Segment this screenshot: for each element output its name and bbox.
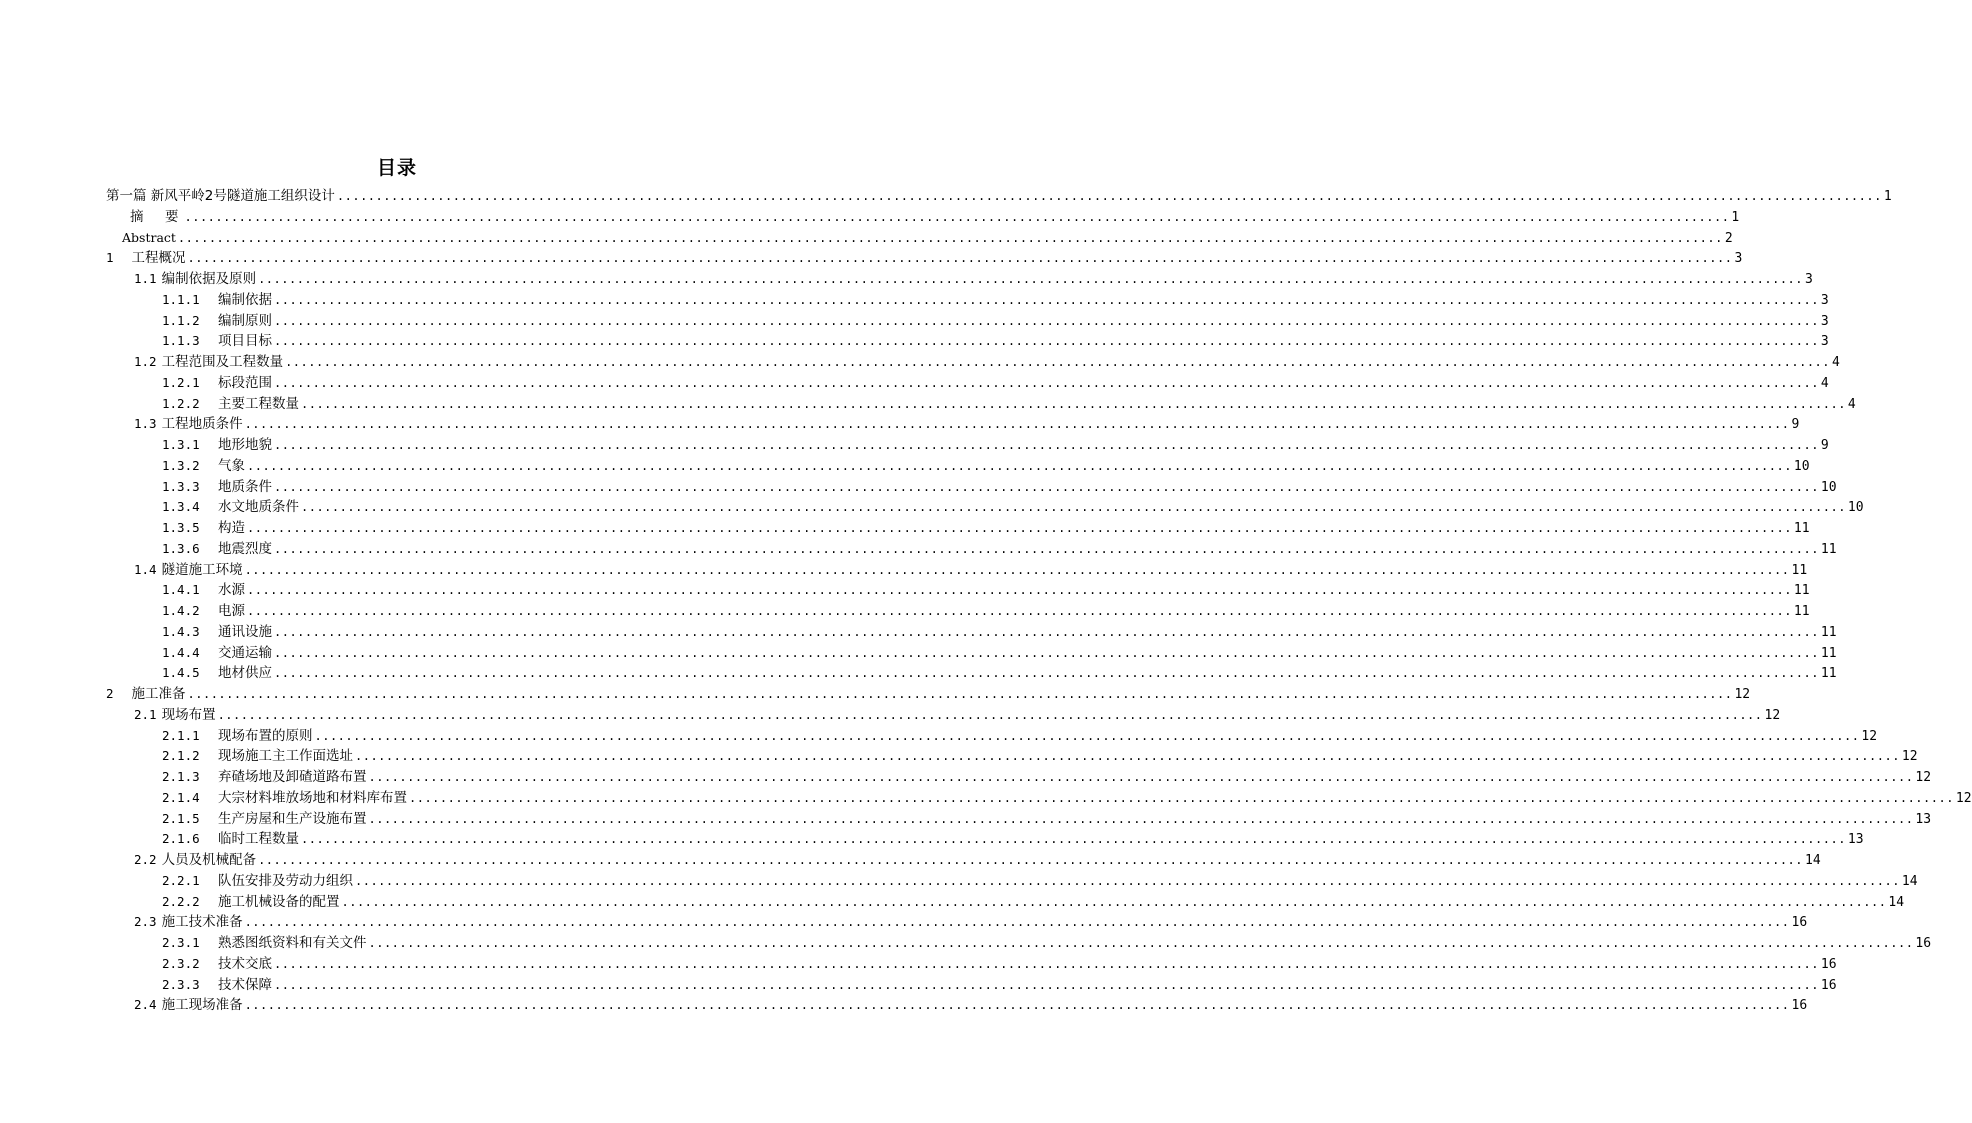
toc-entry-page: 11 — [1820, 541, 1837, 557]
toc-entry-page: 16 — [1791, 998, 1808, 1014]
toc-entry-label — [162, 331, 272, 351]
toc-entry-label — [162, 580, 245, 600]
toc-entry-text: 第一篇 新风平岭2号隧道施工组织设计 — [106, 188, 335, 204]
toc-entry-number: 1.3.1 — [162, 437, 200, 452]
toc-entry-text: 现场施工主工作面选址 — [218, 748, 353, 765]
toc-entry-label — [106, 186, 335, 206]
toc-entry-number: 1.2.1 — [162, 374, 200, 390]
toc-entry-page: 13 — [1847, 832, 1864, 848]
toc-entry-text: 大宗材料堆放场地和材料库布置 — [218, 789, 407, 806]
toc-entry-page: 10 — [1793, 458, 1810, 474]
toc-entry-text: 生产房屋和生产设施布置 — [218, 810, 367, 827]
dot-leader: ........................................................................................................................................................................................................ — [274, 541, 1819, 556]
dot-leader: ........................................................................................................................................................................................................ — [368, 770, 1914, 784]
toc-entry[interactable] — [134, 560, 1808, 580]
toc-entry-text: 施工技术准备 — [161, 914, 243, 931]
toc-entry-label — [134, 850, 256, 870]
toc-entry[interactable] — [162, 456, 1810, 476]
toc-entry-text: 地材供应 — [218, 665, 272, 682]
toc-entry-number: 2.2.2 — [162, 893, 200, 909]
toc-entry-page: 11 — [1791, 562, 1808, 578]
toc-entry-number: 1.1.3 — [162, 333, 200, 349]
toc-entry-number: 1.3 — [134, 416, 157, 432]
toc-entry[interactable] — [122, 228, 1733, 248]
toc-entry-label — [162, 394, 299, 414]
toc-entry-text: 现场布置的原则 — [218, 727, 313, 744]
toc-entry[interactable] — [162, 331, 1829, 351]
toc-entry-page: 11 — [1793, 583, 1810, 599]
toc-entry-number: 1.3.5 — [162, 520, 200, 535]
toc-entry-label — [162, 518, 245, 538]
dot-leader: ........................................................................................................................................................................................................ — [274, 375, 1819, 390]
toc-entry-number: 2.3 — [134, 914, 157, 930]
toc-entry-number: 1.1 — [134, 271, 157, 286]
toc-entry-page: 1 — [1731, 209, 1740, 225]
toc-entry[interactable] — [134, 414, 1800, 434]
toc-entry[interactable] — [162, 809, 1932, 829]
toc-entry-page: 14 — [1901, 873, 1918, 889]
toc-entry[interactable] — [134, 995, 1808, 1015]
toc-entry-text: 临时工程数量 — [218, 831, 299, 848]
toc-entry-page: 11 — [1793, 604, 1810, 619]
toc-entry-page: 11 — [1793, 521, 1810, 536]
toc-entry-page: 11 — [1820, 645, 1837, 661]
toc-entry-label — [162, 373, 272, 393]
toc-entry-label — [106, 684, 186, 704]
toc-entry-text: 电源 — [218, 603, 245, 619]
toc-entry-page: 3 — [1820, 334, 1829, 350]
dot-leader: ........................................................................................................................................................................................................ — [301, 500, 1846, 515]
toc-entry[interactable] — [162, 829, 1864, 849]
dot-leader: ........................................................................................................................................................................................................ — [247, 458, 1792, 473]
toc-entry-number: 2.1.6 — [162, 831, 200, 847]
toc-entry-number: 1.4 — [134, 561, 157, 577]
toc-entry-page: 16 — [1820, 977, 1837, 993]
toc-entry-text: 交通运输 — [218, 644, 272, 661]
toc-entry-page: 10 — [1820, 479, 1837, 495]
toc-entry-page: 9 — [1791, 417, 1800, 433]
toc-entry[interactable] — [162, 767, 1932, 787]
toc-entry-page: 12 — [1861, 728, 1878, 744]
dot-leader: ........................................................................................................................................................................................................ — [274, 313, 1819, 328]
toc-entry-text: 主要工程数量 — [218, 395, 299, 412]
dot-leader: ........................................................................................................................................................................................................ — [244, 562, 1790, 577]
toc-entry-label — [162, 622, 272, 642]
toc-entry-page: 2 — [1724, 230, 1733, 246]
toc-entry-text: 施工机械设备的配置 — [218, 893, 340, 910]
toc-entry-page: 16 — [1820, 956, 1837, 972]
toc-entry-label — [162, 311, 272, 331]
dot-leader: ........................................................................................................................................................................................................ — [274, 956, 1819, 971]
toc-entry-label — [134, 352, 283, 372]
dot-leader: ........................................................................................................................................................................................................ — [368, 811, 1914, 826]
toc-entry[interactable] — [162, 580, 1810, 600]
toc-entry-page: 12 — [1915, 770, 1932, 785]
dot-leader: ........................................................................................................................................................................................................ — [177, 230, 1723, 245]
toc-entry-page: 12 — [1901, 749, 1918, 765]
toc-entry-number: 1.3.6 — [162, 540, 200, 556]
toc-entry-page: 14 — [1805, 853, 1821, 868]
toc-entry-label — [134, 414, 243, 434]
dot-leader: ........................................................................................................................................................................................................ — [247, 583, 1792, 598]
toc-entry-text: 施工准备 — [131, 686, 186, 702]
toc-entry-text: 编制原则 — [218, 312, 272, 329]
toc-entry[interactable] — [162, 601, 1810, 621]
toc-entry-page: 4 — [1820, 375, 1829, 391]
toc-entry[interactable] — [162, 394, 1856, 414]
toc-entry-page: 11 — [1820, 666, 1837, 682]
toc-entry-label — [134, 269, 256, 289]
toc-entry-page: 12 — [1955, 790, 1972, 806]
toc-entry-text: 技术保障 — [218, 976, 272, 993]
dot-leader: ........................................................................................................................................................................................................ — [355, 873, 1900, 888]
toc-entry[interactable] — [162, 435, 1829, 455]
toc-entry-text: 熟悉图纸资料和有关文件 — [218, 935, 367, 951]
toc-entry-number: 2.3.3 — [162, 976, 200, 992]
dot-leader: ........................................................................................................................................................................................................ — [258, 853, 1803, 867]
dot-leader: ........................................................................................................................................................................................................ — [244, 998, 1790, 1013]
toc-entry-number: 2.3.1 — [162, 935, 200, 950]
dot-leader: ........................................................................................................................................................................................................ — [274, 334, 1819, 349]
toc-entry-text: 队伍安排及劳动力组织 — [218, 872, 353, 889]
toc-entry-text: 工程范围及工程数量 — [161, 354, 284, 370]
toc-entry-text: 标段范围 — [218, 374, 272, 391]
toc-entry-text: 人员及机械配备 — [161, 852, 257, 868]
toc-entry-label — [130, 207, 183, 227]
toc-entry-text: Abstract — [122, 229, 176, 245]
toc-entry-text: 摘 要 — [130, 208, 183, 225]
toc-entry-label — [162, 975, 272, 995]
dot-leader: ........................................................................................................................................................................................................ — [274, 645, 1819, 660]
toc-entry-label — [162, 643, 272, 663]
toc-entry-number: 1.4.2 — [162, 603, 200, 618]
toc-entry-number: 1.2 — [134, 354, 157, 369]
toc-entry-text: 地震烈度 — [218, 540, 272, 557]
toc-entry[interactable] — [162, 663, 1837, 683]
toc-entry-number: 1.3.4 — [162, 499, 200, 515]
toc-entry-number: 1.1.2 — [162, 312, 200, 328]
toc-entry[interactable] — [162, 788, 1972, 808]
toc-entry[interactable] — [162, 954, 1837, 974]
toc-entry-number: 1.3.3 — [162, 478, 200, 494]
toc-entry-number: 1.4.1 — [162, 582, 200, 598]
dot-leader: ........................................................................................................................................................................................................ — [187, 687, 1733, 701]
toc-entry-label — [122, 228, 176, 248]
toc-entry-page: 12 — [1734, 687, 1751, 702]
toc-entry-text: 水源 — [218, 582, 245, 599]
toc-entry-text: 隧道施工环境 — [161, 561, 243, 578]
dot-leader: ........................................................................................................................................................................................................ — [217, 707, 1763, 722]
toc-entry-number: 2 — [106, 686, 114, 701]
toc-entry[interactable] — [134, 850, 1821, 870]
toc-entry[interactable] — [162, 933, 1932, 953]
toc-entry-text: 构造 — [218, 520, 245, 536]
toc-entry[interactable] — [162, 892, 1905, 912]
toc-entry[interactable] — [134, 705, 1781, 725]
toc-entry-number: 2.4 — [134, 997, 157, 1013]
toc-entry-page: 1 — [1883, 189, 1892, 204]
toc-entry-number: 2.1.3 — [162, 769, 200, 784]
toc-entry[interactable] — [162, 497, 1864, 517]
toc-entry-text: 技术交底 — [218, 955, 272, 972]
toc-entry-text: 弃碴场地及卸碴道路布置 — [218, 769, 367, 785]
toc-entry[interactable] — [134, 912, 1808, 932]
toc-entry-page: 14 — [1888, 894, 1905, 910]
toc-entry-label — [162, 290, 272, 310]
toc-entry-number: 2.1.2 — [162, 748, 200, 764]
toc-entry-text: 编制依据及原则 — [161, 271, 257, 287]
toc-entry-label — [162, 601, 245, 621]
toc-entry-page: 3 — [1734, 251, 1743, 267]
toc-entry[interactable] — [130, 207, 1740, 227]
toc-entry-label — [162, 933, 367, 953]
toc-entry-label — [134, 912, 243, 932]
dot-leader: ........................................................................................................................................................................................................ — [285, 355, 1830, 369]
toc-entry-number: 2.3.2 — [162, 955, 200, 971]
toc-entry-label — [134, 705, 216, 725]
toc-entry[interactable] — [162, 290, 1829, 310]
toc-entry-text: 地形地貌 — [218, 437, 272, 453]
toc-entry-number: 2.2 — [134, 852, 157, 867]
toc-entry-label — [162, 871, 353, 891]
toc-entry-number: 1.3.2 — [162, 457, 200, 473]
toc-entry-label — [162, 539, 272, 559]
toc-entry-page: 16 — [1791, 915, 1808, 931]
toc-entry-label — [134, 560, 243, 580]
toc-entry-number: 1.4.5 — [162, 665, 200, 681]
toc-entry-page: 3 — [1805, 272, 1813, 287]
toc-entry-number: 1.1.1 — [162, 291, 200, 307]
toc-entry[interactable] — [162, 975, 1837, 995]
toc-entry-label — [162, 829, 299, 849]
dot-leader: ........................................................................................................................................................................................................ — [184, 209, 1730, 224]
dot-leader: ........................................................................................................................................................................................................ — [244, 915, 1790, 930]
toc-entry-number: 2.1 — [134, 706, 157, 722]
toc-entry-page: 11 — [1820, 624, 1837, 640]
dot-leader: ........................................................................................................................................................................................................ — [336, 189, 1882, 203]
toc-entry-number: 1.4.3 — [162, 623, 200, 639]
toc-entry[interactable] — [162, 622, 1837, 642]
toc-entry-page: 3 — [1820, 292, 1829, 308]
dot-leader: ........................................................................................................................................................................................................ — [258, 272, 1803, 286]
toc-entry-text: 现场布置 — [161, 706, 216, 723]
toc-entry-page: 3 — [1820, 313, 1829, 329]
toc-entry[interactable] — [162, 726, 1878, 746]
toc-entry-number: 1.2.2 — [162, 395, 200, 411]
toc-entry-text: 水文地质条件 — [218, 499, 299, 516]
toc-entry-label — [162, 788, 407, 808]
dot-leader: ........................................................................................................................................................................................................ — [274, 624, 1819, 639]
toc-entry-page: 13 — [1915, 811, 1932, 827]
toc-entry-text: 施工现场准备 — [161, 997, 243, 1014]
toc-entry-label — [162, 892, 340, 912]
toc-entry-label — [162, 497, 299, 517]
toc-entry-page: 12 — [1764, 707, 1781, 723]
toc-entry[interactable] — [162, 539, 1837, 559]
toc-entry-label — [134, 995, 243, 1015]
dot-leader: ........................................................................................................................................................................................................ — [314, 728, 1860, 743]
toc-entry-text: 工程地质条件 — [161, 416, 243, 433]
toc-entry[interactable] — [134, 352, 1840, 372]
toc-entry-label — [162, 456, 245, 476]
toc-entry[interactable] — [162, 518, 1810, 538]
toc-entry-page: 16 — [1915, 936, 1932, 951]
dot-leader: ........................................................................................................................................................................................................ — [247, 521, 1792, 535]
dot-leader: ........................................................................................................................................................................................................ — [274, 977, 1819, 992]
toc-entry-text: 通讯设施 — [218, 623, 272, 640]
dot-leader: ........................................................................................................................................................................................................ — [274, 666, 1819, 681]
toc-entry-page: 4 — [1832, 355, 1840, 370]
toc-entry-label — [162, 477, 272, 497]
toc-entry-page: 10 — [1847, 500, 1864, 516]
toc-entry-label — [162, 746, 353, 766]
toc-entry-label — [162, 809, 367, 829]
dot-leader: ........................................................................................................................................................................................................ — [187, 251, 1733, 266]
dot-leader: ........................................................................................................................................................................................................ — [274, 479, 1819, 494]
toc-entry[interactable] — [134, 269, 1813, 289]
toc-entry-page: 4 — [1847, 396, 1856, 412]
toc-entry[interactable] — [106, 248, 1743, 268]
toc-entry[interactable] — [162, 643, 1837, 663]
toc-entry-label — [162, 663, 272, 683]
toc-entry[interactable] — [162, 871, 1918, 891]
toc-entry[interactable] — [162, 311, 1829, 331]
toc-entry-text: 项目目标 — [218, 333, 272, 350]
toc-entry-number: 2.1.4 — [162, 789, 200, 805]
toc-entry-label — [162, 954, 272, 974]
toc-entry-text: 编制依据 — [218, 291, 272, 308]
toc-entry-number: 1.4.4 — [162, 644, 200, 660]
dot-leader: ........................................................................................................................................................................................................ — [355, 749, 1900, 764]
dot-leader: ........................................................................................................................................................................................................ — [301, 396, 1846, 411]
toc-title: 目录 — [376, 157, 417, 179]
toc-entry-page: 9 — [1820, 438, 1829, 453]
toc-entry[interactable] — [106, 186, 1892, 206]
toc-entry-number: 2.2.1 — [162, 872, 200, 888]
dot-leader: ........................................................................................................................................................................................................ — [341, 894, 1887, 909]
dot-leader: ........................................................................................................................................................................................................ — [301, 832, 1846, 847]
toc-entry-label — [106, 248, 186, 268]
toc-entry-label — [162, 435, 272, 455]
toc-entry-label — [162, 726, 313, 746]
dot-leader: ........................................................................................................................................................................................................ — [274, 292, 1819, 307]
toc-entry-text: 地质条件 — [218, 478, 272, 495]
dot-leader: ........................................................................................................................................................................................................ — [409, 790, 1954, 805]
dot-leader: ........................................................................................................................................................................................................ — [368, 936, 1914, 950]
toc-entry-number: 1 — [106, 250, 114, 266]
dot-leader: ........................................................................................................................................................................................................ — [247, 604, 1792, 618]
toc-entry-text: 气象 — [218, 457, 245, 474]
toc-entry[interactable] — [162, 477, 1837, 497]
toc-entry[interactable] — [162, 746, 1918, 766]
toc-entry[interactable] — [106, 684, 1751, 704]
dot-leader: ........................................................................................................................................................................................................ — [274, 438, 1819, 452]
toc-entry-label — [162, 767, 367, 787]
toc-entry-text: 工程概况 — [131, 250, 186, 267]
dot-leader: ........................................................................................................................................................................................................ — [244, 417, 1790, 432]
toc-entry-number: 2.1.1 — [162, 727, 200, 743]
toc-entry-number: 2.1.5 — [162, 810, 200, 826]
toc-entry[interactable] — [162, 373, 1829, 393]
